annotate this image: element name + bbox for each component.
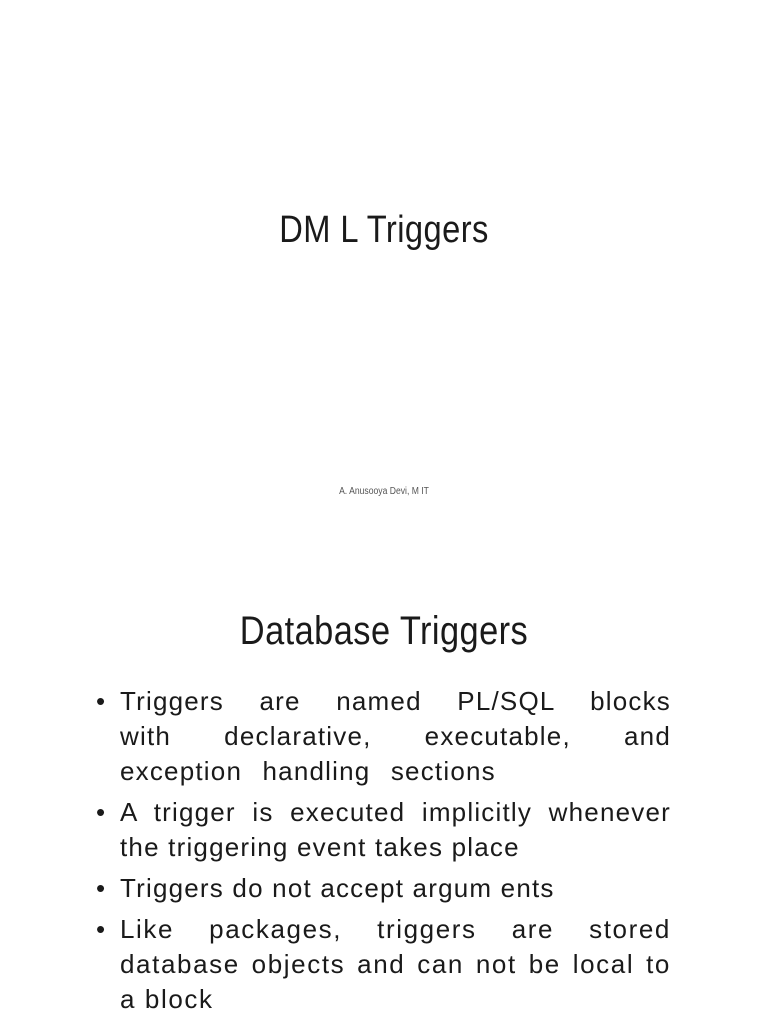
- bullet-icon: •: [96, 797, 107, 827]
- slide-title: DM L Triggers: [279, 209, 489, 251]
- bullet-icon: •: [96, 914, 107, 944]
- bullet-icon: •: [96, 873, 107, 903]
- bullet-list: [96, 684, 671, 1023]
- list-item: [96, 871, 671, 906]
- bullet-text: A trigger is executed implicitly whenever the triggering event takes place: [120, 797, 671, 862]
- slide-database-triggers: [0, 520, 768, 1024]
- bullet-text: Triggers are named PL/SQL blocks with declarative, executable, and exception handling sections: [120, 686, 671, 786]
- bullet-text: Triggers do not accept argum ents: [120, 873, 555, 903]
- slide-title: Database Triggers: [239, 609, 529, 653]
- list-item: [96, 684, 671, 789]
- bullet-icon: •: [96, 686, 107, 716]
- list-item: [96, 912, 671, 1017]
- author-credit: A. Anusooya Devi, M IT: [339, 486, 429, 497]
- bullet-text: Like packages, triggers are stored database objects and can not be local to a block: [120, 914, 671, 1014]
- list-item: [96, 795, 671, 865]
